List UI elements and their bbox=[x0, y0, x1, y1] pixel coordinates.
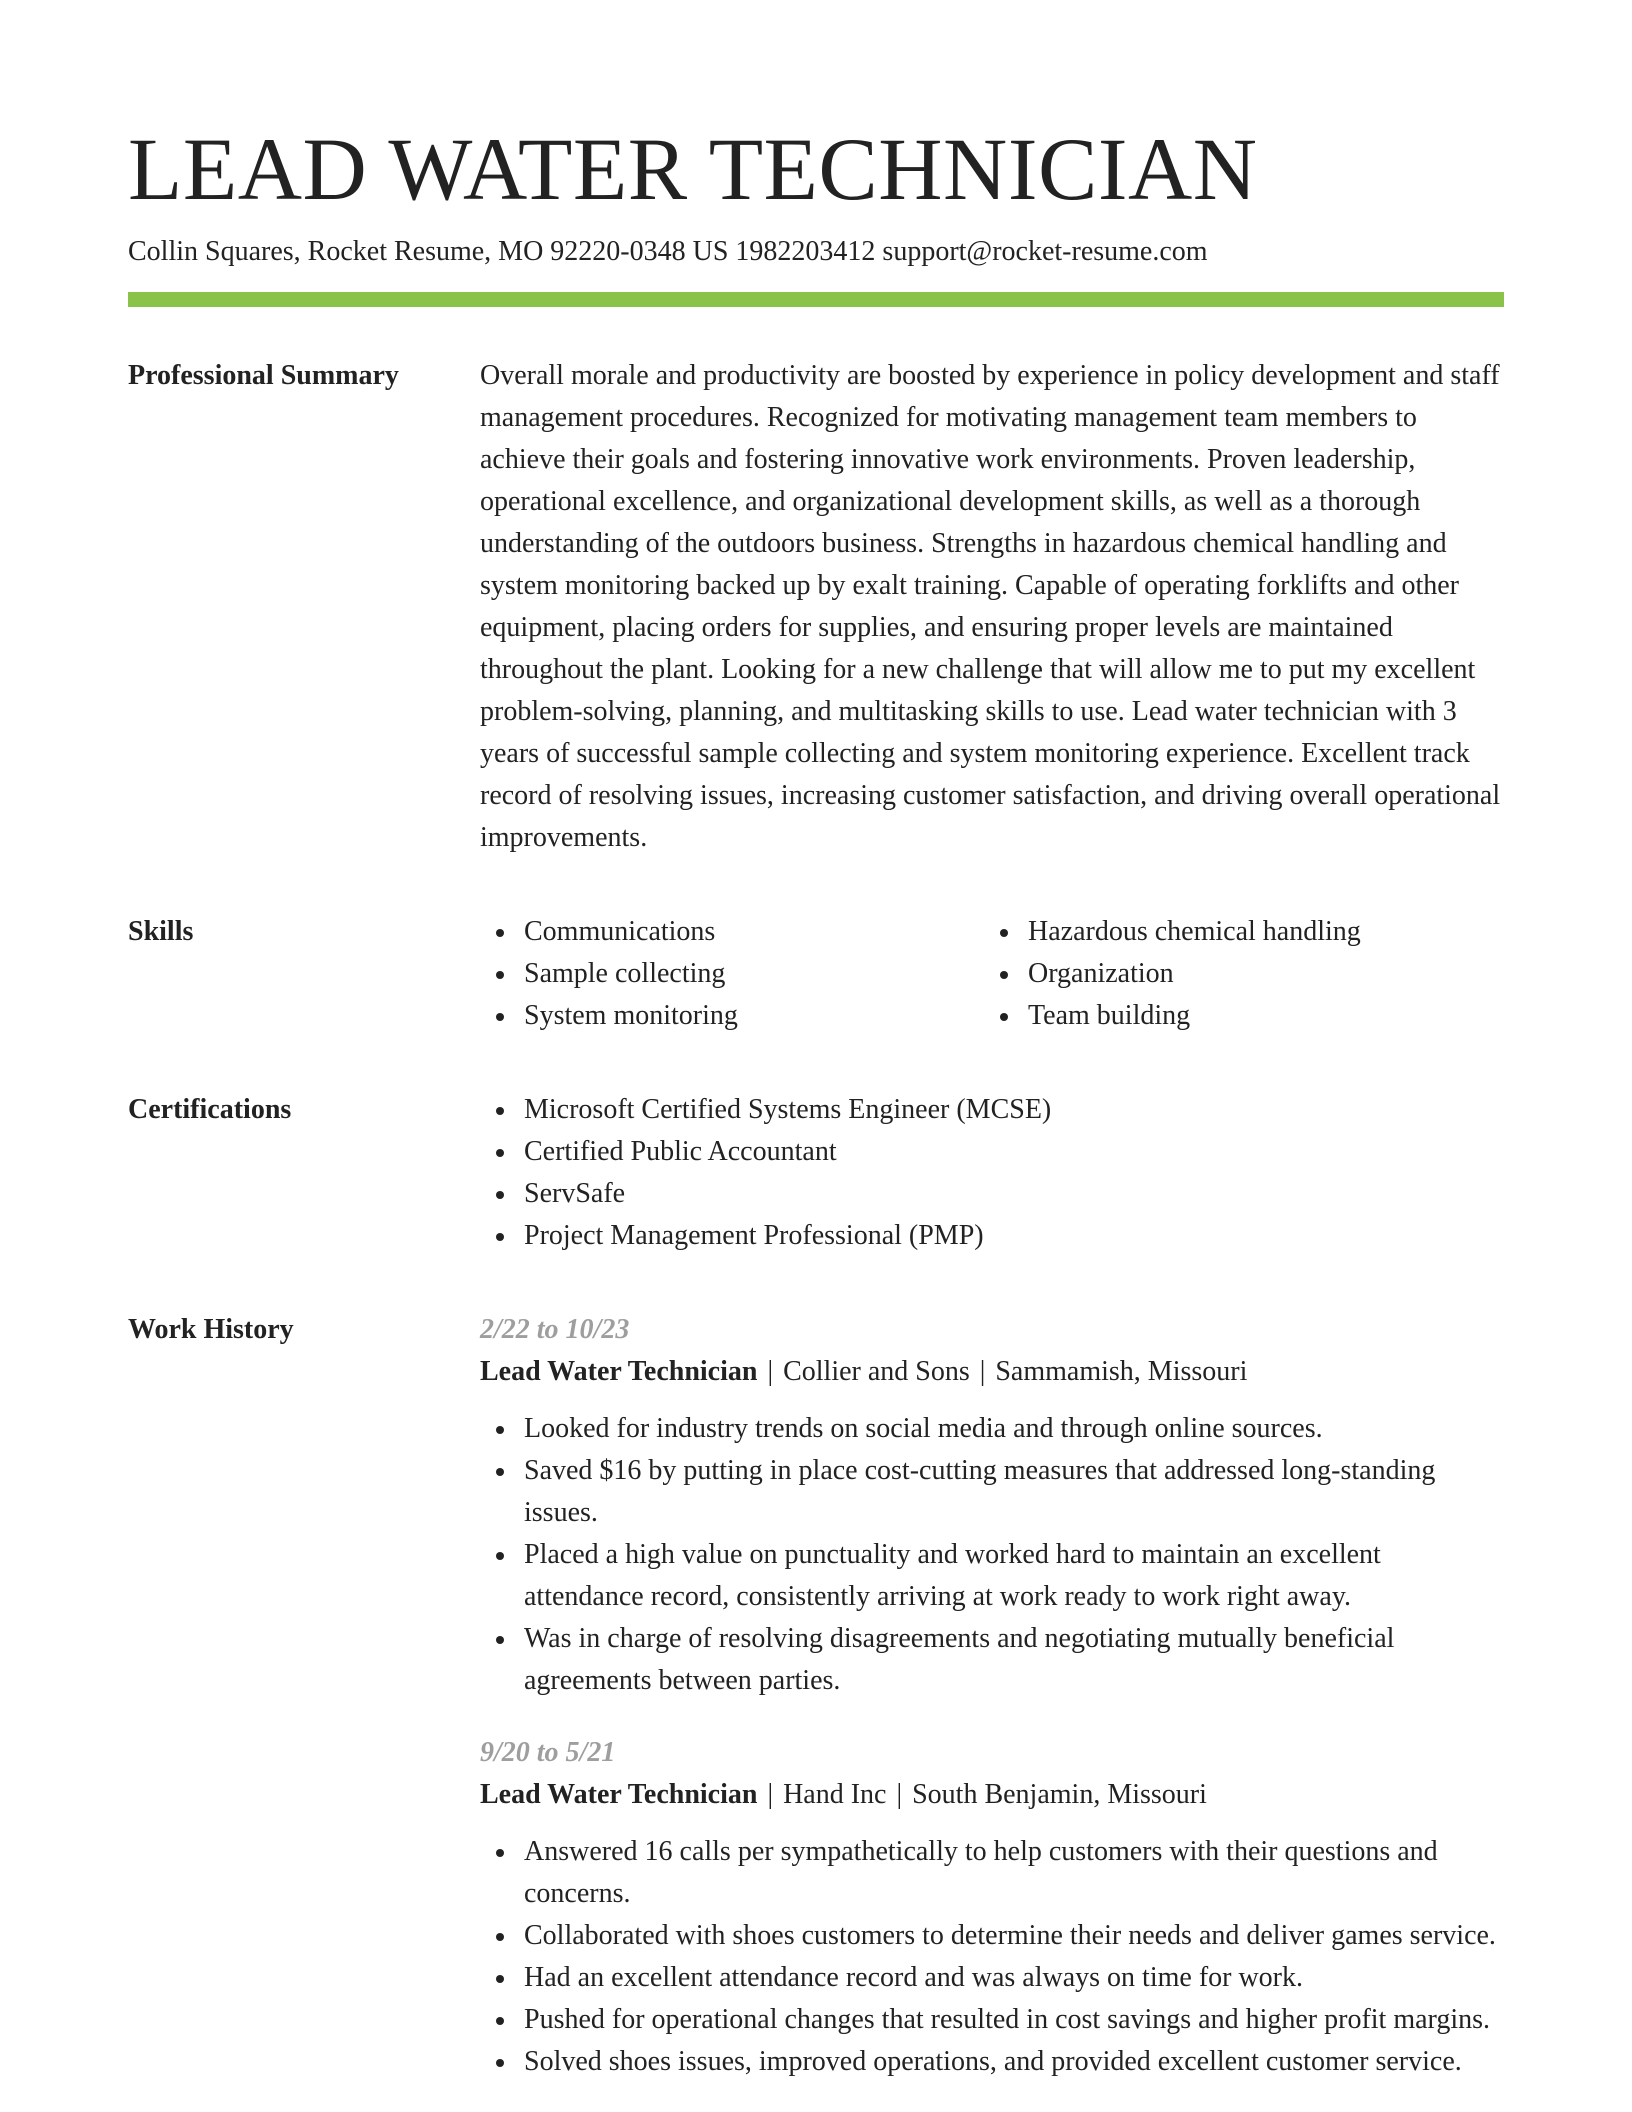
job-dates: 9/20 to 5/21 bbox=[480, 1737, 616, 1768]
job-dates: 2/22 to 10/23 bbox=[480, 1314, 630, 1345]
certifications-list bbox=[480, 1089, 1504, 1257]
work-history-body bbox=[480, 1309, 1504, 2083]
contact-address: Collin Squares, Rocket Resume, MO 92220-0348 US bbox=[128, 236, 729, 267]
skills-section bbox=[128, 911, 1504, 1037]
skills-body bbox=[480, 911, 1504, 1037]
job-heading: Lead Water Technician | Collier and Sons | Sammamish, Missouri bbox=[480, 1356, 1248, 1387]
job-bullet: Answered 16 calls per sympathetically to help customers with their questions and concerns. bbox=[524, 1831, 1504, 1915]
contact-line bbox=[128, 232, 1504, 272]
work-history-section bbox=[128, 1309, 1504, 2083]
skill-item: Sample collecting bbox=[524, 953, 984, 995]
header-divider bbox=[128, 292, 1504, 307]
certification-item: Project Management Professional (PMP) bbox=[524, 1215, 1504, 1257]
job-title: Lead Water Technician bbox=[480, 1779, 758, 1810]
certification-item: Certified Public Accountant bbox=[524, 1131, 1504, 1173]
certification-item: Microsoft Certified Systems Engineer (MCSE) bbox=[524, 1089, 1504, 1131]
resume-name: LEAD WATER TECHNICIAN bbox=[128, 121, 1258, 219]
summary-text: Overall morale and productivity are boosted by experience in policy development and staff management procedures. Recognized for motivating management team members to achieve their goals and fostering innovative work environments. Proven leadership, operational excellence, and organizational development skills, as well as a thorough understanding of the outdoors business. Strengths in hazardous chemical handling and system monitoring backed up by exalt training. Capable of operating forklifts and other equipment, placing orders for supplies, and ensuring proper levels are maintained throughout the plant. Looking for a new challenge that will allow me to put my excellent problem-solving, planning, and multitasking skills to use. Lead water technician with 3 years of successful sample collecting and system monitoring experience. Excellent track record of resolving issues, increasing customer satisfaction, and driving overall operational improvements. bbox=[480, 360, 1501, 853]
job-bullet: Solved shoes issues, improved operations, and provided excellent customer service. bbox=[524, 2041, 1504, 2083]
skill-item: System monitoring bbox=[524, 995, 984, 1037]
summary-label: Professional Summary bbox=[128, 360, 399, 391]
summary-body bbox=[480, 355, 1504, 859]
job-heading: Lead Water Technician | Hand Inc | South Benjamin, Missouri bbox=[480, 1779, 1207, 1810]
contact-phone: 1982203412 bbox=[735, 236, 876, 267]
job-bullet: Looked for industry trends on social media and through online sources. bbox=[524, 1408, 1504, 1450]
skills-list-left bbox=[480, 911, 984, 1037]
job-bullet: Collaborated with shoes customers to determine their needs and deliver games service. bbox=[524, 1915, 1504, 1957]
skill-item: Hazardous chemical handling bbox=[1028, 911, 1361, 953]
job-entry bbox=[480, 1309, 1504, 1702]
certifications-label: Certifications bbox=[128, 1094, 292, 1125]
job-bullet: Pushed for operational changes that resulted in cost savings and higher profit margins. bbox=[524, 1999, 1504, 2041]
job-company: Collier and Sons bbox=[783, 1356, 970, 1387]
job-bullet: Had an excellent attendance record and was always on time for work. bbox=[524, 1957, 1504, 1999]
certifications-body bbox=[480, 1089, 1504, 1257]
summary-section bbox=[128, 355, 1504, 859]
job-location: South Benjamin, Missouri bbox=[912, 1779, 1207, 1810]
skill-item: Communications bbox=[524, 911, 984, 953]
job-bullet: Placed a high value on punctuality and worked hard to maintain an excellent attendance record, consistently arriving at work ready to work right away. bbox=[524, 1534, 1504, 1618]
skills-list-right bbox=[984, 911, 1361, 1037]
job-title: Lead Water Technician bbox=[480, 1356, 758, 1387]
job-company: Hand Inc bbox=[783, 1779, 887, 1810]
job-bullets bbox=[480, 1831, 1504, 2083]
skill-item: Team building bbox=[1028, 995, 1361, 1037]
job-bullet: Was in charge of resolving disagreements and negotiating mutually beneficial agreements between parties. bbox=[524, 1618, 1504, 1702]
job-bullet: Saved $16 by putting in place cost-cutting measures that addressed long-standing issues. bbox=[524, 1450, 1504, 1534]
certification-item: ServSafe bbox=[524, 1173, 1504, 1215]
job-entry bbox=[480, 1732, 1504, 2083]
job-location: Sammamish, Missouri bbox=[995, 1356, 1248, 1387]
work-history-label: Work History bbox=[128, 1314, 294, 1345]
contact-email: support@rocket-resume.com bbox=[882, 236, 1208, 267]
skills-label: Skills bbox=[128, 916, 194, 947]
skill-item: Organization bbox=[1028, 953, 1361, 995]
certifications-section bbox=[128, 1089, 1504, 1257]
job-bullets bbox=[480, 1408, 1504, 1702]
